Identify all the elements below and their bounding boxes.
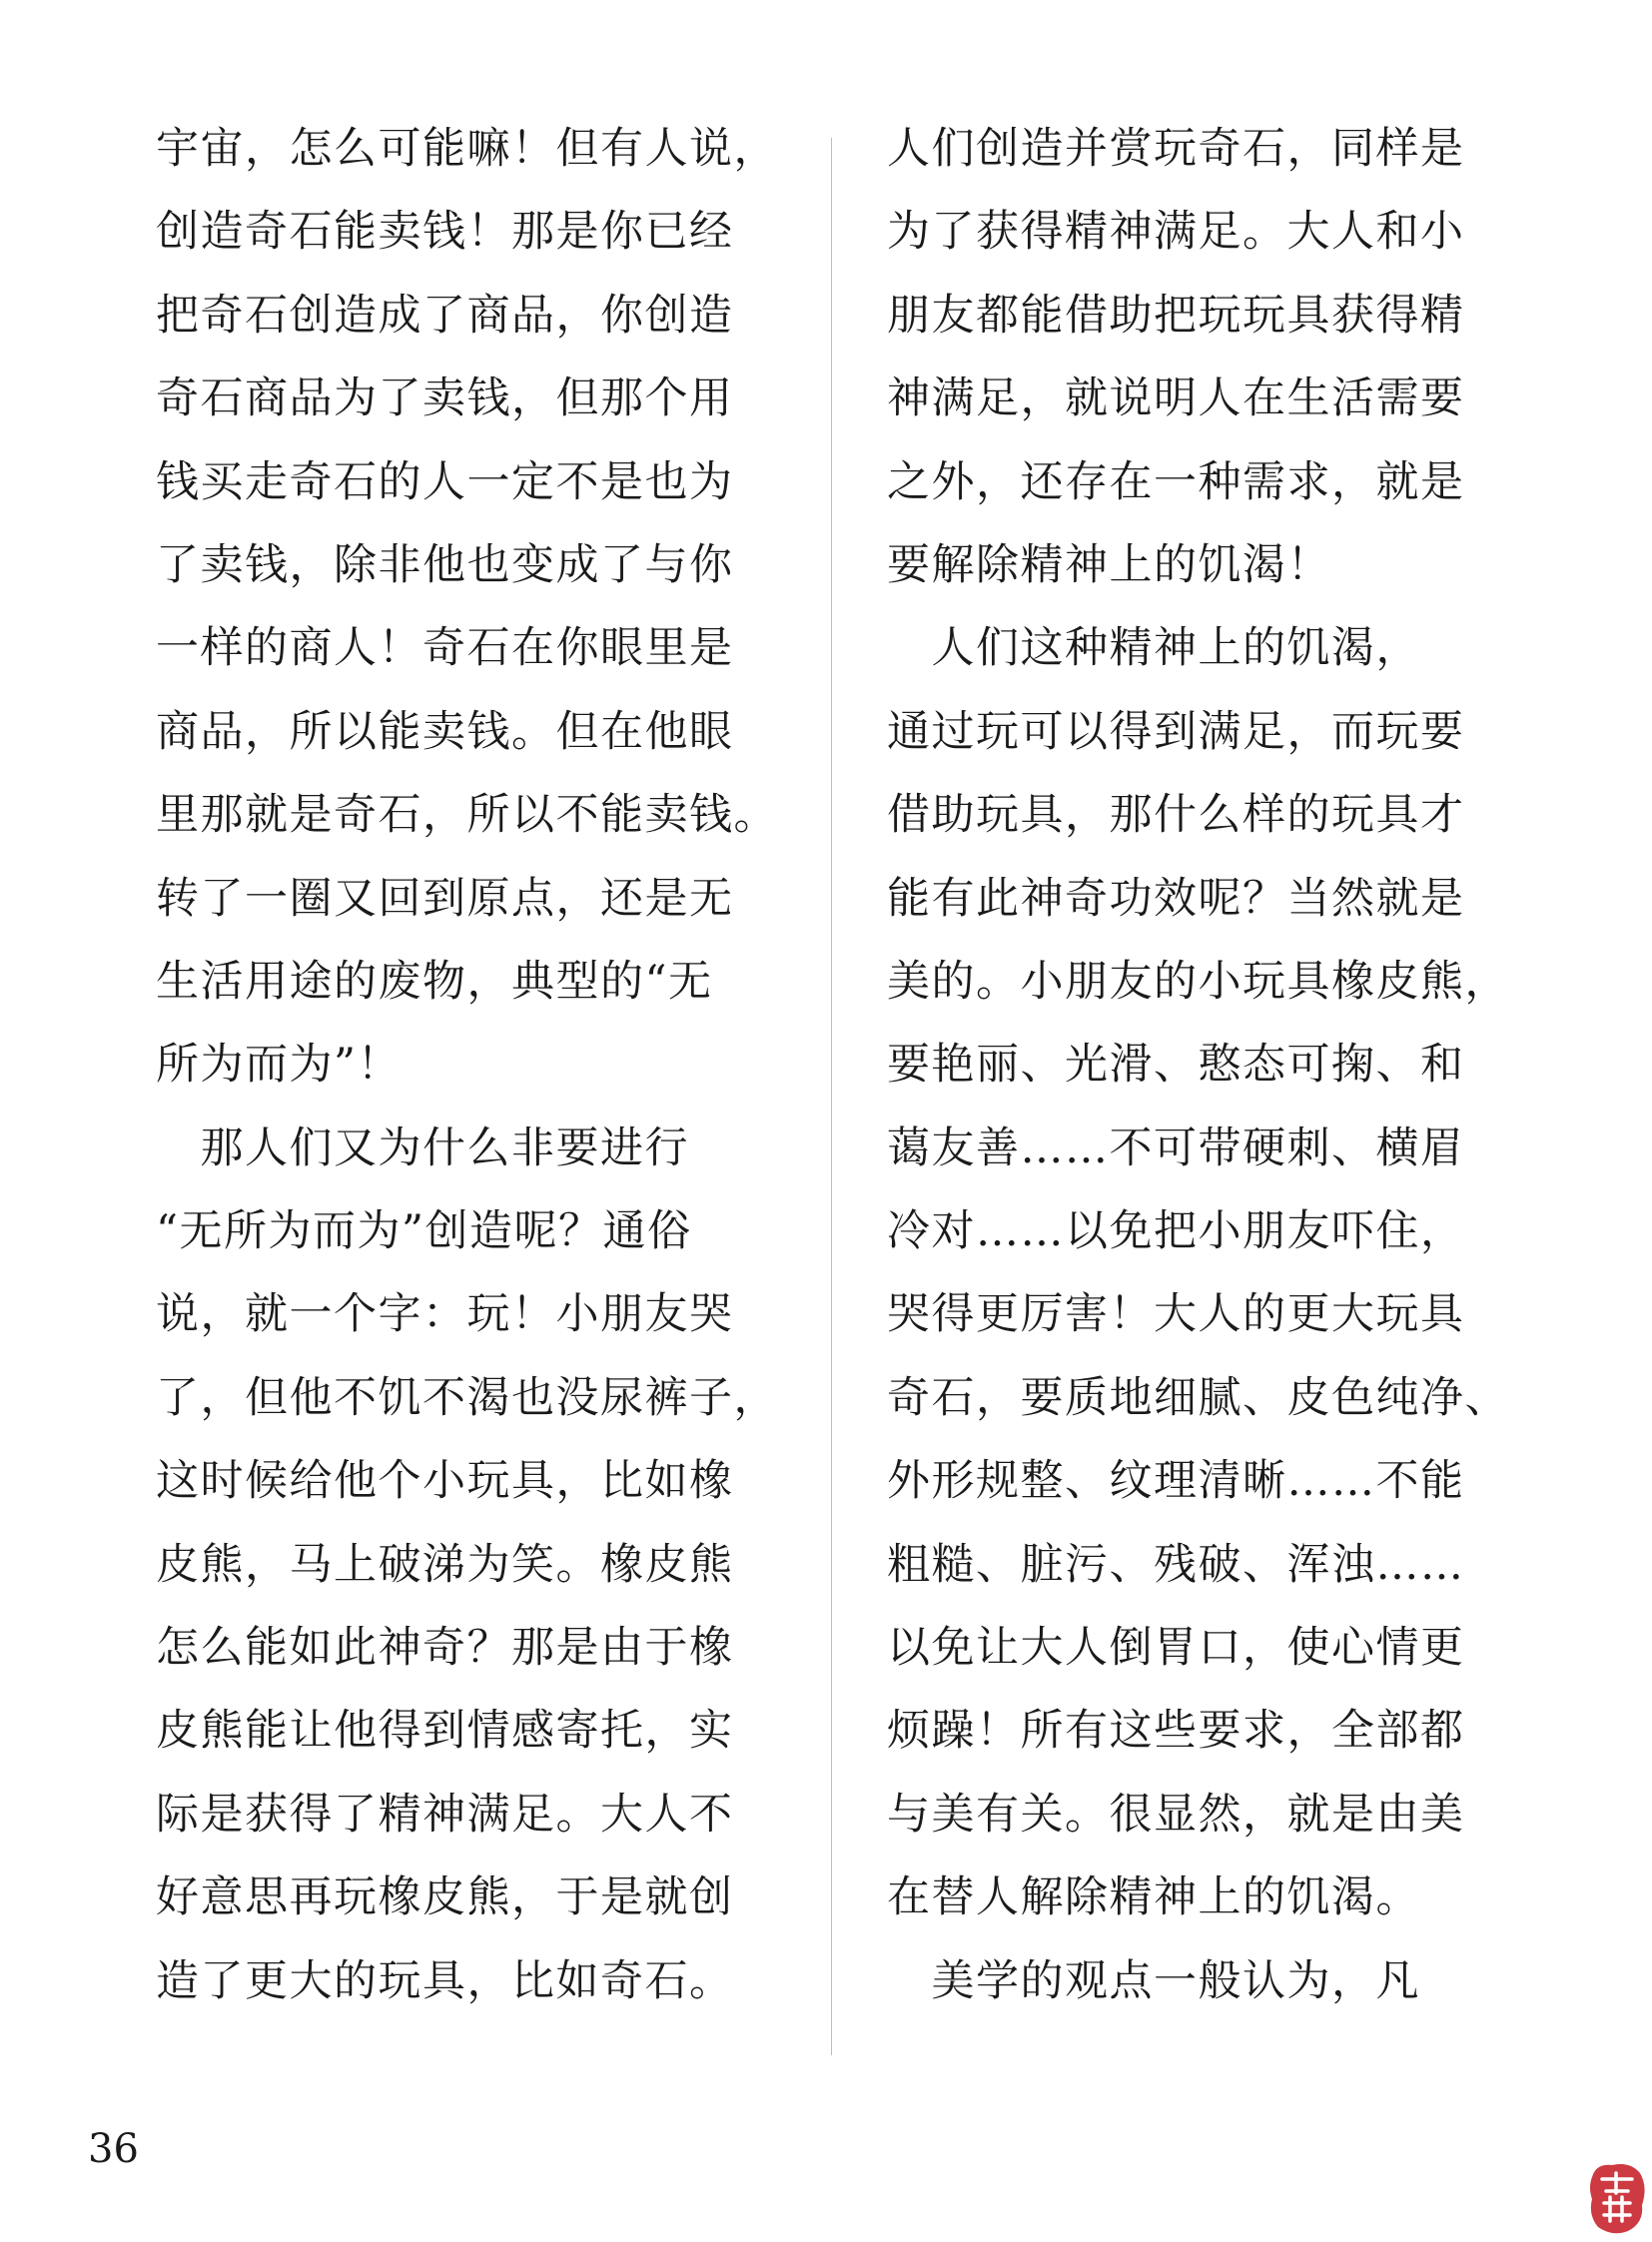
text-line: 人们这种精神上的饥渴，: [887, 623, 1420, 674]
text-line: 皮熊，马上破涕为笑。橡皮熊: [156, 1539, 734, 1590]
text-line: 好意思再玩橡皮熊，于是就创: [156, 1872, 734, 1923]
text-line: 创造奇石能卖钱！那是你已经: [156, 207, 734, 258]
text-line: 说，就一个字：玩！小朋友哭: [156, 1289, 734, 1340]
text-line: 哭得更厉害！大人的更大玩具: [887, 1289, 1465, 1340]
text-line: 外形规整、纹理清晰……不能: [887, 1456, 1465, 1507]
text-line: 一样的商人！奇石在你眼里是: [156, 623, 734, 674]
text-line: 宇宙，怎么可能嘛！但有人说，: [156, 124, 778, 174]
text-line: “无所为而为”创造呢？通俗: [156, 1206, 692, 1257]
text-line: 里那就是奇石，所以不能卖钱。: [156, 790, 778, 841]
text-line: 怎么能如此神奇？那是由于橡: [156, 1623, 734, 1674]
text-line: 以免让大人倒胃口，使心情更: [887, 1623, 1465, 1674]
text-line: 神满足，就说明人在生活需要: [887, 374, 1465, 424]
text-line: 要解除精神上的饥渴！: [887, 539, 1331, 590]
text-line: 那人们又为什么非要进行: [156, 1122, 689, 1173]
text-line: 转了一圈又回到原点，还是无: [156, 873, 734, 924]
text-line: 粗糙、脏污、残破、浑浊……: [887, 1539, 1465, 1590]
text-line: 了卖钱，除非他也变成了与你: [156, 539, 734, 590]
text-line: 际是获得了精神满足。大人不: [156, 1789, 734, 1840]
text-line: 之外，还存在一种需求，就是: [887, 456, 1465, 507]
text-line: 美的。小朋友的小玩具橡皮熊，: [887, 956, 1509, 1007]
text-line: 要艳丽、光滑、憨态可掬、和: [887, 1040, 1465, 1091]
text-line: 朋友都能借助把玩玩具获得精: [887, 290, 1465, 341]
right-text-column: [887, 108, 1509, 2023]
text-line: 奇石商品为了卖钱，但那个用: [156, 374, 734, 424]
text-line: 冷对……以免把小朋友吓住，: [887, 1206, 1465, 1257]
text-line: 了，但他不饥不渴也没尿裤子，: [156, 1372, 778, 1423]
text-line: 能有此神奇功效呢？当然就是: [887, 873, 1465, 924]
text-line: 为了获得精神满足。大人和小: [887, 207, 1465, 258]
page-number: 36: [88, 2126, 139, 2172]
text-line: 借助玩具，那什么样的玩具才: [887, 790, 1465, 841]
text-line: 生活用途的废物，典型的“无: [156, 956, 713, 1007]
text-line: 这时候给他个小玩具，比如橡: [156, 1456, 734, 1507]
text-line: 美学的观点一般认为，凡: [887, 1955, 1420, 2006]
seal-logo-icon: [1586, 2157, 1648, 2237]
text-line: 在替人解除精神上的饥渴。: [887, 1872, 1420, 1923]
text-line: 蔼友善……不可带硬刺、横眉: [887, 1122, 1465, 1173]
text-line: 通过玩可以得到满足，而玩要: [887, 706, 1465, 757]
text-line: 商品，所以能卖钱。但在他眼: [156, 706, 734, 757]
text-line: 造了更大的玩具，比如奇石。: [156, 1955, 734, 2006]
left-text-column: [156, 108, 778, 2023]
text-line: 与美有关。很显然，就是由美: [887, 1789, 1465, 1840]
text-line: 皮熊能让他得到情感寄托，实: [156, 1706, 734, 1757]
text-line: 钱买走奇石的人一定不是也为: [156, 456, 734, 507]
text-line: 人们创造并赏玩奇石，同样是: [887, 124, 1465, 174]
text-line: 把奇石创造成了商品，你创造: [156, 290, 734, 341]
text-line: 所为而为”！: [156, 1040, 402, 1091]
text-line: 奇石，要质地细腻、皮色纯净、: [887, 1372, 1509, 1423]
text-line: 烦躁！所有这些要求，全部都: [887, 1706, 1465, 1757]
column-divider: [831, 138, 832, 2055]
